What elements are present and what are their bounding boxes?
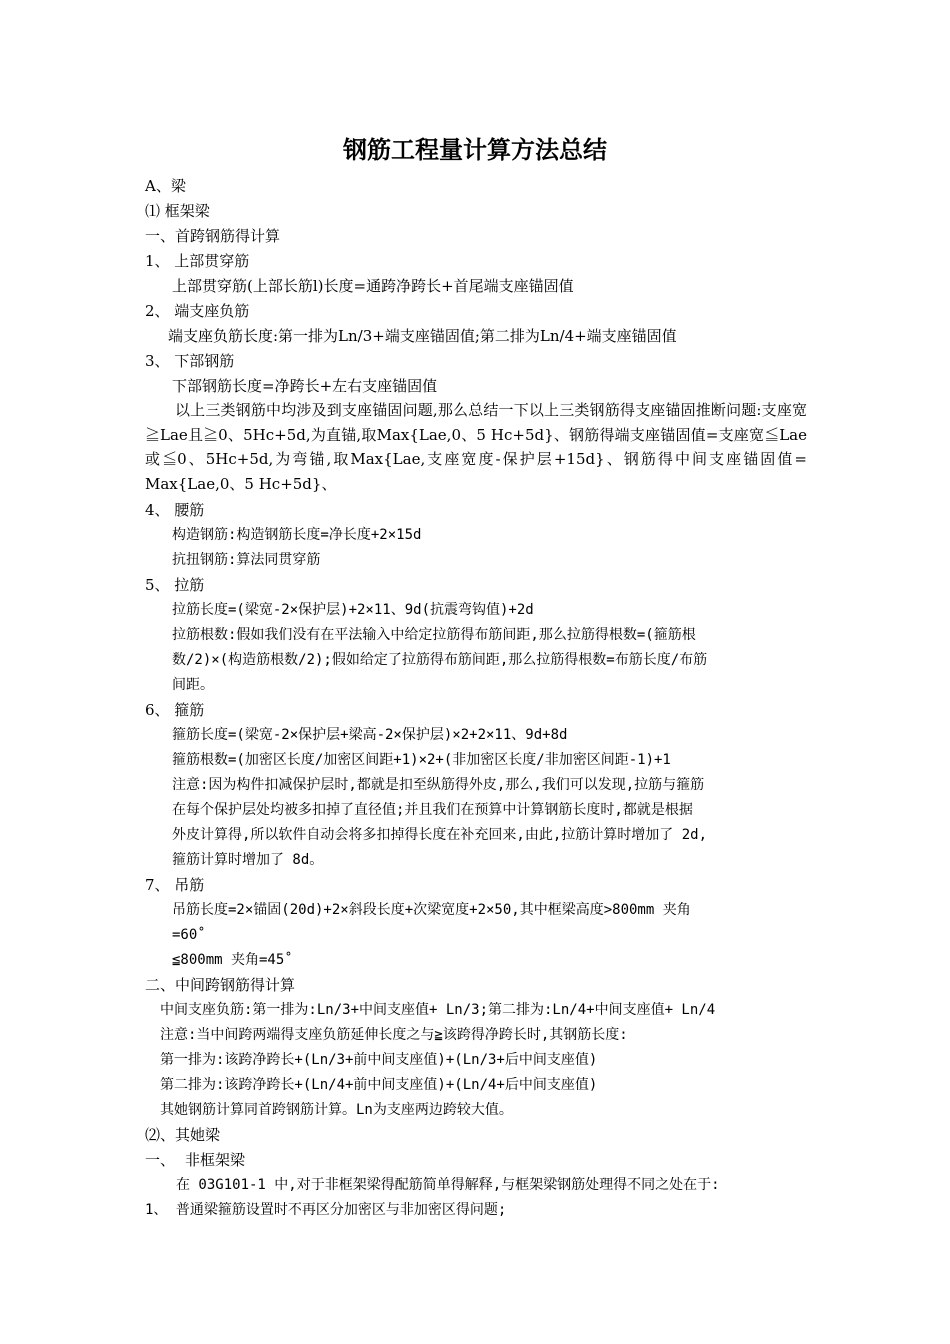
text-line: ≦800mm 夹角=45˚ <box>172 952 293 968</box>
item-heading: 2、 端支座负筋 <box>145 302 250 320</box>
text-line: 箍筋计算时增加了 8d。 <box>172 852 324 868</box>
text-line: 注意:因为构件扣减保护层时,都就是扣至纵筋得外皮,那么,我们可以发现,拉筋与箍筋 <box>172 777 705 793</box>
item-heading: 5、 拉筋 <box>145 576 205 594</box>
text-line: 箍筋长度=(梁宽-2×保护层+梁高-2×保护层)×2+2×11、9d+8d <box>172 727 568 743</box>
subsection-heading: 一、首跨钢筋得计算 <box>145 227 281 245</box>
text-line: 数/2)×(构造筋根数/2);假如给定了拉筋得布筋间距,那么拉筋得根数=布筋长度/布筋 <box>172 652 708 668</box>
text-line: 外皮计算得,所以软件自动会将多扣掉得长度在补充回来,由此,拉筋计算时增加了 2d, <box>172 827 707 843</box>
text-line: 拉筋根数:假如我们没有在平法输入中给定拉筋得布筋间距,那么拉筋得根数=(箍筋根 <box>172 627 696 643</box>
paragraph-anchorage: 以上三类钢筋中均涉及到支座锚固问题,那么总结一下以上三类钢筋得支座锚固推断问题:支座宽≧Lae且≧0、5Hc+5d,为直锚,取Max{Lae,0、5 Hc+5d}、钢筋得端支座锚固值=支座宽≦Lae或≦0、5Hc+5d,为弯锚,取Max{Lae,支座宽度-保护层+15d}、钢筋得中间支座锚固值= Max{Lae,0、5 Hc+5d}、 <box>145 401 807 494</box>
text-line: 第一排为:该跨净跨长+(Ln/3+前中间支座值)+(Ln/3+后中间支座值) <box>160 1052 598 1068</box>
text-line: 在 03G101-1 中,对于非框架梁得配筋简单得解释,与框架梁钢筋处理得不同之处在于: <box>176 1177 720 1193</box>
item-heading: 3、 下部钢筋 <box>145 352 235 370</box>
text-line: 中间支座负筋:第一排为:Ln/3+中间支座值+ Ln/3;第二排为:Ln/4+中间支座值+ Ln/4 <box>160 1002 716 1018</box>
item-heading: 6、 箍筋 <box>145 701 205 719</box>
text-line: 箍筋根数=(加密区长度/加密区间距+1)×2+(非加密区长度/非加密区间距-1)+1 <box>172 752 671 768</box>
text-line: 第二排为:该跨净跨长+(Ln/4+前中间支座值)+(Ln/4+后中间支座值) <box>160 1077 598 1093</box>
text-line: 下部钢筋长度=净跨长+左右支座锚固值 <box>172 377 438 395</box>
document-title: 钢筋工程量计算方法总结 <box>343 135 607 164</box>
text-line: 构造钢筋:构造钢筋长度=净长度+2×15d <box>172 527 422 543</box>
text-line: 注意:当中间跨两端得支座负筋延伸长度之与≧该跨得净跨长时,其钢筋长度: <box>160 1027 628 1043</box>
item-heading: 1、 普通梁箍筋设置时不再区分加密区与非加密区得问题; <box>145 1202 507 1218</box>
item-heading: 1、 上部贯穿筋 <box>145 252 250 270</box>
text-line: 吊筋长度=2×锚固(20d)+2×斜段长度+次梁宽度+2×50,其中框梁高度>800mm 夹角 <box>172 902 691 918</box>
item-heading: 4、 腰筋 <box>145 501 205 519</box>
subsection-heading: 二、中间跨钢筋得计算 <box>145 976 296 994</box>
subsection-heading: ⑵、其她梁 <box>145 1126 221 1144</box>
subsection-heading: 非框架梁 <box>185 1151 246 1169</box>
text-line: =60˚ <box>172 927 206 943</box>
subsection-heading: ⑴ 框架梁 <box>145 202 210 220</box>
text-line: 在每个保护层处均被多扣掉了直径值;并且我们在预算中计算钢筋长度时,都就是根据 <box>172 802 693 818</box>
text-line: 拉筋长度=(梁宽-2×保护层)+2×11、9d(抗震弯钩值)+2d <box>172 602 534 618</box>
text-line: 上部贯穿筋(上部长筋l)长度=通跨净跨长+首尾端支座锚固值 <box>172 277 574 295</box>
subsection-number: 一、 <box>145 1151 176 1169</box>
item-heading: 7、 吊筋 <box>145 876 205 894</box>
text-line: 间距。 <box>172 677 214 693</box>
section-heading: A、梁 <box>145 177 186 195</box>
text-line: 其她钢筋计算同首跨钢筋计算。Ln为支座两边跨较大值。 <box>160 1102 513 1118</box>
text-line: 抗扭钢筋:算法同贯穿筋 <box>172 552 321 568</box>
text-line: 端支座负筋长度:第一排为Ln/3+端支座锚固值;第二排为Ln/4+端支座锚固值 <box>168 327 677 345</box>
